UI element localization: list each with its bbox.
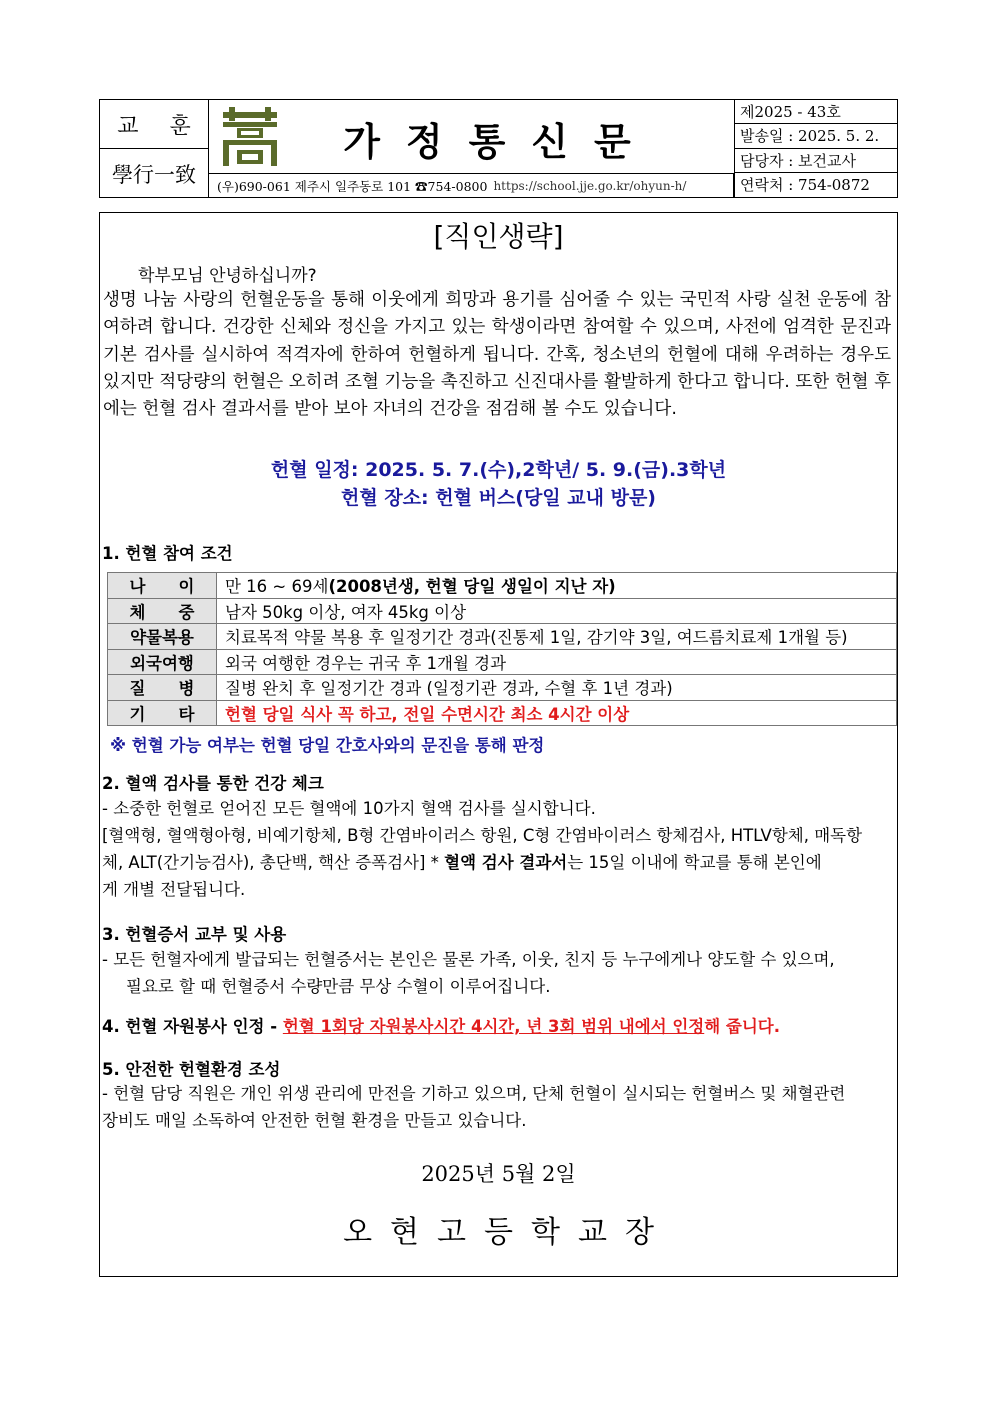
row-key: 질 병 <box>108 675 217 701</box>
table-row <box>108 675 897 701</box>
row-key: 나 이 <box>108 573 217 599</box>
section-4-title: 4. 헌혈 자원봉사 인정 - <box>102 1017 283 1036</box>
section-5-line: - 헌혈 담당 직원은 개인 위생 관리에 만전을 기하고 있으며, 단체 헌혈이 실시되는 헌혈버스 및 채혈관련 <box>102 1084 846 1103</box>
address-text: (우)690-061 제주시 일주동로 101 ☎754-0800 <box>217 179 488 194</box>
letter-body <box>99 212 898 1277</box>
section-4 <box>102 1013 780 1037</box>
row-key: 외국여행 <box>108 649 217 675</box>
age-detail: (2008년생, 헌혈 당일 생일이 지난 자) <box>328 577 616 597</box>
section-3-line: 필요로 할 때 헌혈증서 수량만큼 무상 수혈이 이루어집니다. <box>126 977 551 996</box>
contact: 연락처 : 754-0872 <box>740 176 870 195</box>
table-row <box>108 700 897 726</box>
donation-location: 헌혈 장소: 헌혈 버스(당일 교내 방문) <box>341 487 656 509</box>
volunteer-credit-suffix: 해 줍니다. <box>704 1017 781 1036</box>
letterhead <box>99 99 898 198</box>
section-3-title: 3. 헌혈증서 교부 및 사용 <box>102 925 287 944</box>
table-row <box>108 573 897 599</box>
document-meta <box>734 100 898 197</box>
greeting: 학부모님 안녕하십니까? <box>138 266 317 286</box>
text-part: 는 15일 이내에 학교를 통해 본인에 <box>567 853 822 872</box>
row-value: 치료목적 약물 복용 후 일정기간 경과(진통제 1일, 감기약 3일, 여드름치료제 1개월 등) <box>217 624 897 650</box>
eligibility-note: ※ 헌혈 가능 여부는 헌혈 당일 간호사와의 문진을 통해 판정 <box>110 736 545 755</box>
school-address <box>209 173 734 198</box>
section-2-line: [혈액형, 혈액형아형, 비예기항체, B형 간염바이러스 항원, C형 간염바이러스 항체검사, HTLV항체, 매독항 <box>102 826 863 845</box>
intro-paragraph: 생명 나눔 사랑의 헌혈운동을 통해 이웃에게 희망과 용기를 심어줄 수 있는 국민적 사랑 실천 운동에 참여하려 합니다. 건강한 신체와 정신을 가지고 있는 학생이라면 참여할 수 있으며, 사전에 엄격한 문진과 기본 검사를 실시하여 적격자에 한하여 헌혈하게 됩니다. 간혹, 청소년의 헌혈에 대해 우려하는 경우도 있지만 적당량의 헌혈은 오히려 조혈 기능을 촉진하고 신진대사를 활발하게 한다고 합니다. 또한 헌혈 후에는 헌혈 검사 결과서를 받아 보아 자녀의 건강을 점검해 볼 수도 있습니다. <box>103 290 891 420</box>
section-5-title: 5. 안전한 헌혈환경 조성 <box>102 1060 281 1079</box>
row-value: 헌혈 당일 식사 꼭 하고, 전일 수면시간 최소 4시간 이상 <box>217 700 897 726</box>
row-value: 질병 완치 후 일정기간 경과 (일정기관 경과, 수혈 후 1년 경과) <box>217 675 897 701</box>
sent-date: 발송일 : 2025. 5. 2. <box>735 124 898 148</box>
school-motto: 學行一致 <box>100 149 209 198</box>
manager: 담당자 : 보건교사 <box>735 149 898 173</box>
table-row <box>108 624 897 650</box>
row-key: 약물복용 <box>108 624 217 650</box>
age-range: 만 16 ~ 69세 <box>225 577 329 597</box>
table-row <box>108 598 897 624</box>
section-5-line: 장비도 매일 소독하여 안전한 헌혈 환경을 만들고 있습니다. <box>102 1111 527 1130</box>
school-url[interactable]: https://school.jje.go.kr/ohyun-h/ <box>493 179 687 193</box>
row-value <box>217 573 897 599</box>
issue-number: 제2025 - 43호 <box>735 100 898 124</box>
section-2-line: - 소중한 헌혈로 얻어진 모든 혈액에 10가지 혈액 검사를 실시합니다. <box>102 799 596 818</box>
text-part: 체, ALT(간기능검사), 총단백, 핵산 증폭검사] * <box>102 853 445 872</box>
table-row <box>108 649 897 675</box>
section-2-title: 2. 혈액 검사를 통한 건강 체크 <box>102 774 324 793</box>
test-report-label: 혈액 검사 결과서 <box>444 853 568 872</box>
motto-label: 교 훈 <box>100 100 209 149</box>
school-logo-icon <box>219 106 281 168</box>
principal-signature: 오현고등학교장 <box>343 1215 672 1250</box>
row-value: 남자 50kg 이상, 여자 45kg 이상 <box>217 598 897 624</box>
section-3-line: - 모든 헌혈자에게 발급되는 헌혈증서는 본인은 물론 가족, 이웃, 친지 등 누구에게나 양도할 수 있으며, <box>102 950 835 969</box>
row-value: 외국 여행한 경우는 귀국 후 1개월 경과 <box>217 649 897 675</box>
volunteer-credit: 헌혈 1회당 자원봉사시간 4시간, 년 3회 범위 내에서 인정 <box>282 1017 705 1036</box>
issue-date: 2025년 5월 2일 <box>421 1162 576 1186</box>
document-title: 가정통신문 <box>343 118 657 164</box>
section-1-title: 1. 헌혈 참여 조건 <box>102 544 233 563</box>
row-key: 기 타 <box>108 700 217 726</box>
row-key: 체 중 <box>108 598 217 624</box>
section-2-line: 게 개별 전달됩니다. <box>102 880 246 899</box>
section-2-line <box>102 849 822 873</box>
eligibility-table <box>107 572 897 726</box>
seal-omitted-heading: [직인생략] <box>433 220 564 253</box>
donation-schedule: 헌혈 일정: 2025. 5. 7.(수),2학년/ 5. 9.(금).3학년 <box>270 459 727 481</box>
